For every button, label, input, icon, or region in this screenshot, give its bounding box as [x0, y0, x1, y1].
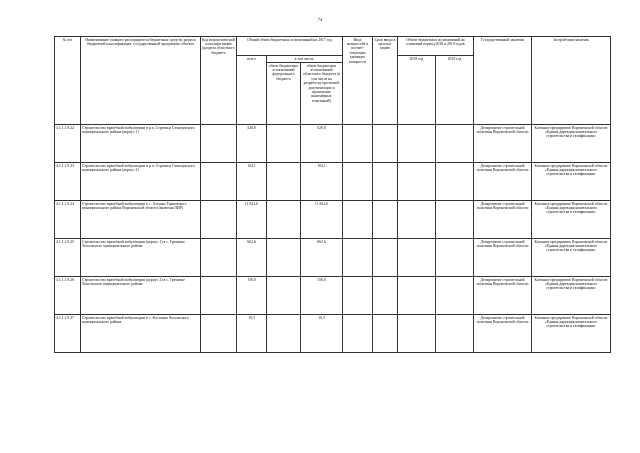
row-2019 [436, 163, 474, 201]
row-2018 [398, 125, 436, 163]
row-total: 156,8 [237, 277, 267, 315]
header-2019: 2019 год [436, 56, 474, 125]
row-num: 4.1.1.1.9.23 [55, 163, 81, 201]
header-customer: Государственный заказчик [474, 37, 532, 125]
table-row [55, 315, 611, 353]
row-2018 [398, 277, 436, 315]
row-developer: Казенное предприятие Воронежской области «Единая дирекция капитального строительства и газификации» [532, 277, 611, 315]
row-2018 [398, 201, 436, 239]
row-term [373, 125, 398, 163]
row-2018 [398, 315, 436, 353]
page-number: 74 [317, 17, 323, 22]
row-code [201, 201, 237, 239]
row-customer: Департамент строительной политики Воронежской области [474, 163, 532, 201]
row-customer: Департамент строительной политики Воронежской области [474, 239, 532, 277]
row-developer: Казенное предприятие Воронежской области «Единая дирекция капитального строительства и газификации» [532, 163, 611, 201]
row-2018 [398, 163, 436, 201]
row-code [201, 163, 237, 201]
header-developer: Застрой-щик/заказчик [532, 37, 611, 125]
row-federal [267, 277, 301, 315]
row-federal [267, 163, 301, 201]
table-row [55, 239, 611, 277]
row-term [373, 277, 398, 315]
row-capacity [343, 277, 373, 315]
row-code [201, 125, 237, 163]
header-total-2017: Общий объем бюджетных ассигнований на 2017 год [237, 37, 343, 56]
row-term [373, 315, 398, 353]
row-total: 662,6 [237, 239, 267, 277]
row-developer: Казенное предприятие Воронежской области «Единая дирекция капитального строительства и газификации» [532, 315, 611, 353]
row-2019 [436, 201, 474, 239]
header-total: всего [237, 56, 267, 125]
header-incl: в том числе: [267, 56, 343, 63]
row-regional: 19,3 [301, 315, 343, 353]
row-federal [267, 201, 301, 239]
row-total: 520,8 [237, 125, 267, 163]
row-name: Строительство врачебной амбулатории в р.п. Стрелица Семилукского муниципального района (корпус 1) [81, 125, 201, 163]
row-2019 [436, 277, 474, 315]
header-code: Код ведомствен-ной классифи-кации (раздела областного бюджета [201, 37, 237, 125]
row-name: Строительство врачебной амбулатории в с. Алешки Терновского муниципального района Воронежской области (включая ПИР) [81, 201, 201, 239]
row-code [201, 239, 237, 277]
row-capacity [343, 201, 373, 239]
row-developer: Казенное предприятие Воронежской области «Единая дирекция капитального строительства и газификации» [532, 239, 611, 277]
row-developer: Казенное предприятие Воронежской области «Единая дирекция капитального строительства и газификации» [532, 201, 611, 239]
row-name: Строительство врачебной амбулатории (корпус 1) в с. Гремячье Хохольского муниципального района [81, 239, 201, 277]
row-regional: 156,8 [301, 277, 343, 315]
row-2019 [436, 125, 474, 163]
row-federal [267, 315, 301, 353]
row-num: 4.1.1.1.9.22 [55, 125, 81, 163]
budget-table [54, 36, 611, 353]
table-row [55, 163, 611, 201]
row-federal [267, 239, 301, 277]
table-row [55, 201, 611, 239]
row-capacity [343, 239, 373, 277]
row-num: 4.1.1.1.9.24 [55, 201, 81, 239]
row-name: Строительство врачебной амбулатории (корпус 2) в с. Гремячье Хохольского муниципального района [81, 277, 201, 315]
row-term [373, 163, 398, 201]
table-row [55, 125, 611, 163]
row-federal [267, 125, 301, 163]
row-code [201, 277, 237, 315]
row-customer: Департамент строительной политики Воронежской области [474, 315, 532, 353]
row-name: Строительство врачебной амбулатории в с. Костенки Хохольского муниципального района [81, 315, 201, 353]
table-row [55, 277, 611, 315]
row-term [373, 239, 398, 277]
row-capacity [343, 315, 373, 353]
header-federal: объем бюджетных ассигнований федерального бюджета [267, 63, 301, 125]
header-2018: 2018 год [398, 56, 436, 125]
row-regional: 104,1 [301, 163, 343, 201]
header-term: Срок ввода в эксплуа-тацию [373, 37, 398, 125]
row-2019 [436, 315, 474, 353]
row-developer: Казенное предприятие Воронежской области «Единая дирекция капитального строительства и газификации» [532, 125, 611, 163]
header-name: Наименование главного распорядителя бюджетных средств, раздела бюджетной классификации, государственной программы, объекта [81, 37, 201, 125]
row-customer: Департамент строительной политики Воронежской области [474, 277, 532, 315]
row-code [201, 315, 237, 353]
row-regional: 11 822,6 [301, 201, 343, 239]
row-capacity [343, 125, 373, 163]
row-total: 104,1 [237, 163, 267, 201]
row-regional: 662,6 [301, 239, 343, 277]
row-name: Строительство врачебной амбулатории в р.п. Стрелица Семилукского муниципального района (корпус 2) [81, 163, 201, 201]
row-customer: Департамент строительной политики Воронежской области [474, 201, 532, 239]
row-total: 19,3 [237, 315, 267, 353]
row-term [373, 201, 398, 239]
row-num: 4.1.1.1.9.25 [55, 239, 81, 277]
header-plan: Объем бюджетных ассигнований на плановый период 2018 и 2019 годов [398, 37, 474, 56]
header-capacity: Ввод мощностей в соответ-ствующих единицах мощности [343, 37, 373, 125]
row-num: 4.1.1.1.9.27 [55, 315, 81, 353]
row-2019 [436, 239, 474, 277]
row-customer: Департамент строительной политики Воронежской области [474, 125, 532, 163]
row-regional: 520,8 [301, 125, 343, 163]
row-num: 4.1.1.1.9.26 [55, 277, 81, 315]
row-capacity [343, 163, 373, 201]
header-num: № п/п [55, 37, 81, 125]
row-total: 11 822,6 [237, 201, 267, 239]
header-regional: объем бюджетных ассигнований областного бюджета (в том числе на разработку проектной документации и проведение инженерных изысканий) [301, 63, 343, 125]
row-2018 [398, 239, 436, 277]
